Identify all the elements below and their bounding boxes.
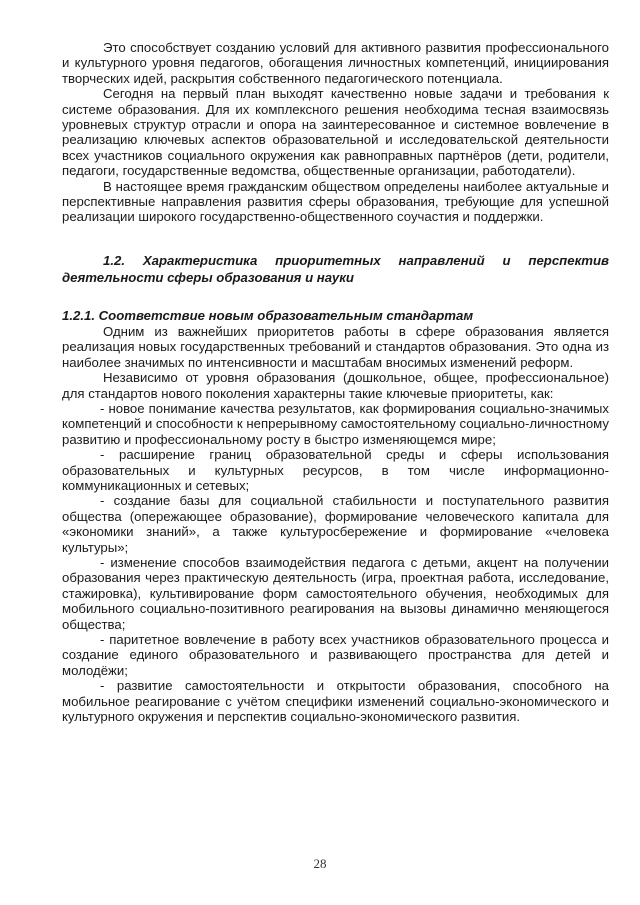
document-page [62, 40, 609, 724]
list-item: - развитие самостоятельности и открытости образования, способного на мобильное реагирование с учётом специфики изменений социально-экономического и культурного окружения и перспектив социально-экономического развития. [62, 678, 609, 725]
subsection-heading: 1.2.1. Соответствие новым образовательным стандартам [62, 307, 474, 323]
body-paragraph: Одним из важнейших приоритетов работы в сфере образования является реализация новых государственных требований и стандартов образования. Это одна из наиболее значимых по интенсивности и масштабам вносимых изменений реформ. [62, 323, 609, 370]
section-heading: 1.2. Характеристика приоритетных направлений и перспектив деятельности сферы образования и науки [62, 252, 609, 285]
intro-paragraph: Сегодня на первый план выходят качественно новые задачи и требования к системе образования. Для их комплексного решения необходима тесная взаимосвязь уровневых структур отрасли и опора на заинтересованное и системное вовлечение в реализацию ключевых аспектов образовательной и исследовательской деятельности всех участников социального окружения как равноправных партнёров (дети, родители, педагоги, государственные ведомства, общественные организации, работодатели). [62, 86, 609, 179]
list-item: - паритетное вовлечение в работу всех участников образовательного процесса и создание единого образовательного и развивающего пространства для детей и молодёжи; [62, 632, 609, 678]
list-item: - расширение границ образовательной среды и сферы использования образовательных и культурных ресурсов, в том числе информационно-коммуникационных и сетевых; [62, 447, 609, 493]
list-item: - изменение способов взаимодействия педагога с детьми, акцент на получении образования через практическую деятельность (игра, проектная работа, исследование, стажировка), культивирование форм самостоятельного обучения, необходимых для мобильного социально-позитивного реагирования на вызовы динамично меняющегося общества; [62, 554, 609, 632]
intro-paragraph: В настоящее время гражданским обществом определены наиболее актуальные и перспективные направления развития сферы образования, требующие для успешной реализации широкого государственно-общественного соучастия и поддержки. [62, 178, 609, 225]
body-paragraph: Независимо от уровня образования (дошкольное, общее, профессиональное) для стандартов нового поколения характерны такие ключевые приоритеты, как: [62, 370, 609, 401]
page-number: 28 [313, 856, 327, 871]
list-item: - создание базы для социальной стабильности и поступательного развития общества (опережающее образование), формирование человеческого капитала для «экономики знаний», а также культуросбережение и формирование «человека культуры»; [62, 493, 609, 555]
list-item: - новое понимание качества результатов, как формирования социально-значимых компетенций и способности к непрерывному самостоятельному социально-личностному развитию и профессиональному росту в быстро изменяющемся мире; [62, 400, 609, 447]
intro-paragraph: Это способствует созданию условий для активного развития профессионального и культурного уровня педагогов, обогащения личностных компетенций, инициирования творческих идей, раскрытия собственного педагогического потенциала. [62, 40, 609, 86]
